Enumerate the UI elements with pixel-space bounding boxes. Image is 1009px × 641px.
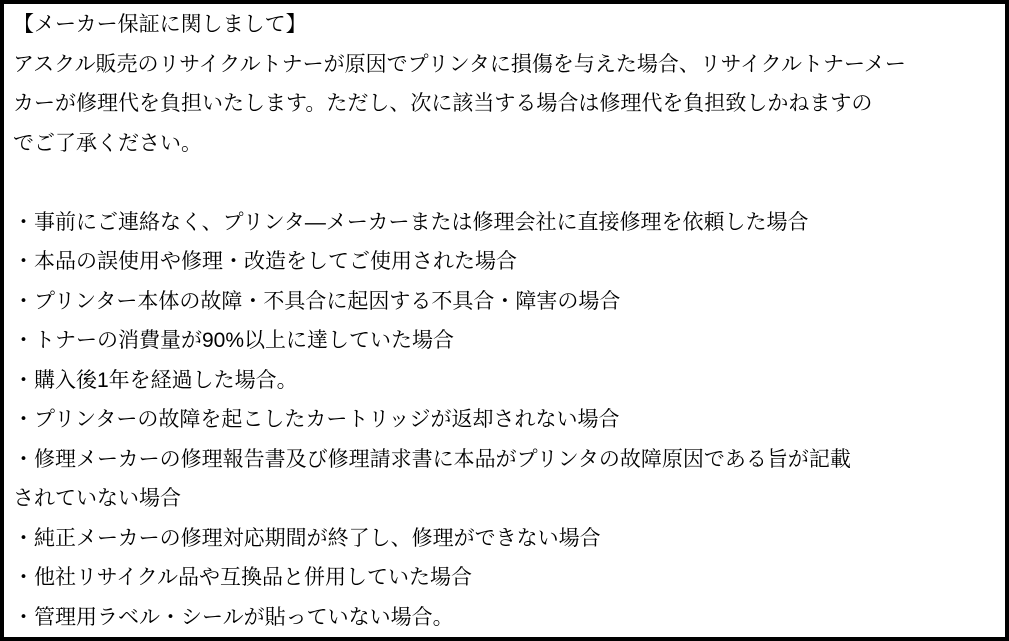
bullet-item: ・純正メーカーの修理対応期間が終了し、修理ができない場合 [13,526,601,550]
bullet-item: ・他社リサイクル品や互換品と併用していた場合 [13,566,473,589]
blank-line [13,163,999,203]
intro-line: でご了承ください。 [13,131,202,155]
bullet-item: ・プリンターの故障を起こしたカートリッジが返却されない場合 [13,408,620,431]
bullet-item: ・プリンター本体の故障・不具合に起因する不具合・障害の場合 [13,289,621,313]
bullet-item-continuation: されていない場合 [13,487,181,510]
bullet-item: ・購入後1年を経過した場合。 [13,368,298,392]
bullet-item: ・管理用ラベル・シールが貼っていない場合。 [13,605,454,629]
bullet-item: ・本品の誤使用や修理・改造をしてご使用された場合 [13,250,517,273]
bullet-item: ・トナーの消費量が90%以上に達していた場合 [13,329,455,352]
document-title: 【メーカー保証に関しまして】 [13,13,307,36]
bullet-item: ・修理メーカーの修理報告書及び修理請求書に本品がプリンタの故障原因である旨が記載 [13,447,851,471]
intro-line: カーが修理代を負担いたします。ただし、次に該当する場合は修理代を負担致しかねますの [13,92,873,115]
intro-line: アスクル販売のリサイクルトナーが原因でプリンタに損傷を与えた場合、リサイクルトナーメー [13,52,906,76]
bullet-item: ・事前にご連絡なく、プリンタ―メーカーまたは修理会社に直接修理を依頼した場合 [13,210,809,234]
